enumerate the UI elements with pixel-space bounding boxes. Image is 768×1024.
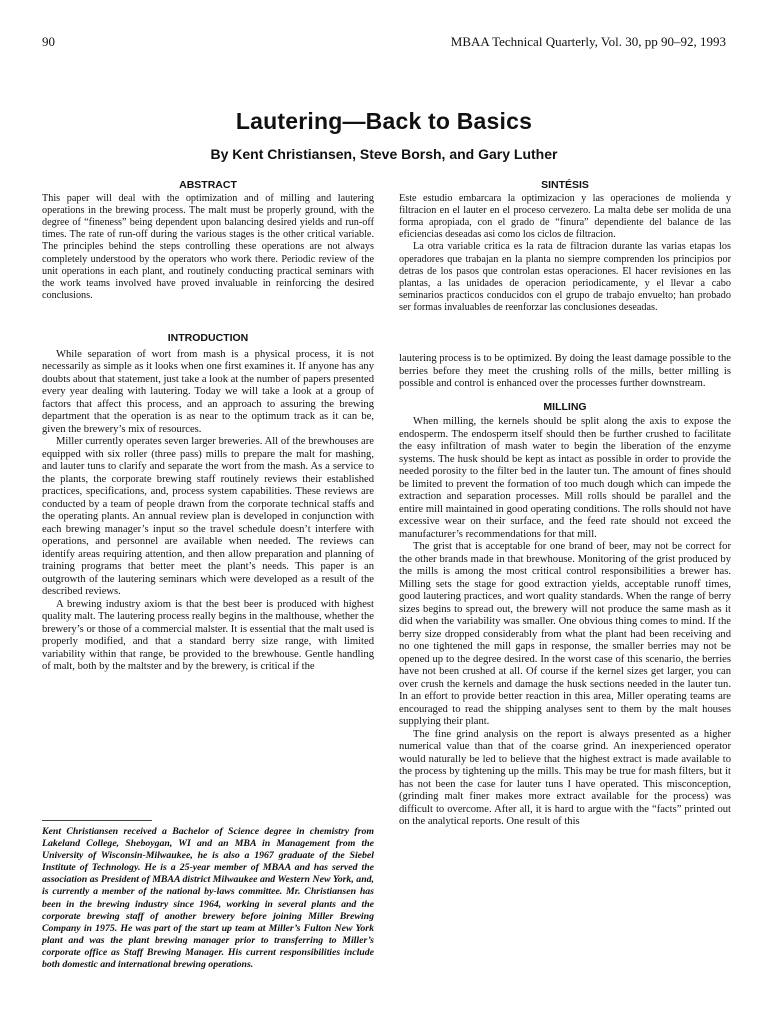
journal-citation: MBAA Technical Quarterly, Vol. 30, pp 90–92, 1993: [450, 34, 726, 49]
continuation-paragraph: lautering process is to be optimized. By doing the least damage possible to the berries before they meet the crushing rolls of the mills, better milling is possible and control is enhanced over the processes further downstream.: [399, 353, 731, 389]
paper-title: Lautering—Back to Basics: [235, 108, 533, 134]
introduction-section: [42, 332, 374, 674]
introduction-paragraph-1: While separation of wort from mash is a physical process, it is not necessarily as simple as it looks when one first examines it. If anyone has any doubts about that statement, just take a look at the number of papers presented every year dealing with lautering. Today we will take a look at a group of factors that affect this process, and an approach to assuring the brewing department that the operation is as near to the optimum track as it can be, given the brewery’s mix of resources.: [42, 348, 374, 435]
abstract-text: This paper will deal with the optimization and of milling and lautering operations in the brewing process. The malt must be properly ground, with the degree of “fineness” being dependent upon balancing desired yields and run-off times. The rate of run-off during the various stages is the other critical variable. The principles behind the steps controlling these operations are not always completely understood by the operators who work there. Periodic review of the unit operations in each plant, and routinely conducting practical seminars with the work teams involved have proved invaluable in reinforcing the desired conclusions.: [42, 193, 374, 301]
milling-paragraph-1: When milling, the kernels should be split along the axis to expose the endosperm. The endosperm itself should then be further crushed to facilitate the easy infiltration of mash water to begin the liberation of the enzyme systems. The husk should be kept as intact as possible in order to provide the needed porosity to the filter bed in the lauter tun. The amount of fines should be limited to prevent the formation of too much dough which can impede the extraction and separation processes. Mill rolls should be parallel and the entire mill maintained in good operating conditions. The rolls should not have excessive wear on their surface, and the feed rate should not exceed the manufacturer’s recommendations for that mill.: [399, 416, 731, 540]
right-column: [399, 353, 731, 829]
introduction-paragraph-2: Miller currently operates seven larger breweries. All of the brewhouses are equipped with six roller (three pass) mills to prepare the malt for mashing, and lauter tuns to clarify and separate the wort from the mash. As a service to the plants, the corporate brewing staff routinely reviews their established practices, specifications, and, process system capabilities. These reviews are conducted by a team of people drawn from the corporate technical staffs and the operating plants. An annual review plan is developed in conjunction with each brewing manager’s input so the travel schedule doesn’t interfere with operations, and personnel are available when needed. The reviews can identify areas requiring attention, and then allow preparation and planning of training programs that better meet the plant’s needs. This paper is an outgrowth of the lautering seminars which were developed as a result of the described reviews.: [42, 436, 374, 597]
introduction-heading: INTRODUCTION: [167, 332, 249, 344]
footnote-rule: [42, 820, 152, 821]
sintesis-section: [399, 179, 731, 314]
abstract-heading: ABSTRACT: [179, 179, 237, 191]
abstract-section: [42, 179, 374, 302]
author-bio: Kent Christiansen received a Bachelor of Science degree in chemistry from Lakeland College, Sheboygan, WI and an MBA in Management from the University of Wisconsin-Milwaukee, he is also a 1967 graduate of the Siebel Institute of Technology. He is a 25-year member of MBAA and has served the association as President of MBAA district Milwaukee and Western New York, and, is currently a member of the national by-laws committee. Mr. Christiansen has been in the brewing industry since 1964, working in several plants and the corporate brewing staff of another brewery before joining Miller Brewing Company in 1975. He was part of the start up team at Miller’s Fulton New York plant and was the plant brewing manager prior to transferring to Miller’s corporate office as Staff Brewing Manager. His current responsibilities include both domestic and international brewing operations.: [42, 826, 374, 971]
page-number: 90: [42, 34, 55, 49]
sintesis-paragraph-1: Este estudio embarcara la optimizacion y las operaciones de molienda y filtracion en el lauter en el proceso cervezero. La malta debe ser molida de una forma apropiada, con el grado de “finura” dependiente del balance de las eficiencias deseadas asi como los ciclos de filtracion.: [399, 193, 731, 241]
paper-authors: By Kent Christiansen, Steve Borsh, and Gary Luther: [210, 146, 558, 162]
milling-heading: MILLING: [543, 400, 587, 413]
milling-paragraph-2: The grist that is acceptable for one brand of beer, may not be correct for the other brands made in that brewhouse. Monitoring of the grist produced by the mills is among the most critical control responsibilities a brewer has. Milling sets the stage for good extraction yields, acceptable runoff times, good lautering practices, and wort quality standards. When the range of berry sizes begins to spread out, the brewery will not produce the same mash as it did when the variability was smaller. One obvious thing comes to mind. If the berry size dropped considerably from what the plant had been receiving and no one tightened the mill gaps in response, the smaller berries may not be opened up to the degree desired. In the worst case of this scenario, the berries have not been crushed at all. Of course if the kernel sizes get larger, you can over crush the kernels and damage the husk sections needed in the lauter tun. In an effort to provide better reaction in this area, Miller operating teams are encouraged to read the shipping analyses sent to them by the malt houses supplying their plant.: [399, 541, 731, 727]
sintesis-paragraph-2: La otra variable critica es la rata de filtracion durante las varias etapas los operadores que trabajan en la planta no siempre comprenden los principios por detras de los pasos que controlan estas operaciones. El hacer revisiones en las plantas, a las unidades de operacion periodicamente, y el llevar a cabo seminarios practicos conducidos con el grupo de trabajo envuelto; han probado ser formas invaluables de reenforzar las conclusiones deseadas.: [399, 241, 731, 313]
introduction-paragraph-3: A brewing industry axiom is that the best beer is produced with highest quality malt. The lautering process really begins in the malthouse, whether the brewery’s or those of a commercial malster. It is essential that the malt used is properly modified, and that a standard berry size range, with limited variability within that range, be provided to the brewhouse. Gentle handling of malt, both by the maltster and by the brewery, is critical if the: [42, 598, 374, 672]
milling-paragraph-3: The fine grind analysis on the report is always presented as a higher numerical value than that of the coarse grind. An inexperienced operator would naturally be led to believe that the highest extract is made available to the process by tightening up the mills. This may be true for mash filters, but it has not been the case for lauter tuns I have operated. This misconception, (grinding malt finer makes more extract available for the process) was difficult to overcome. After all, it is hard to argue with the “facts” printed out on the analytical reports. One result of this: [399, 728, 731, 827]
sintesis-heading: SINTÉSIS: [541, 179, 589, 191]
